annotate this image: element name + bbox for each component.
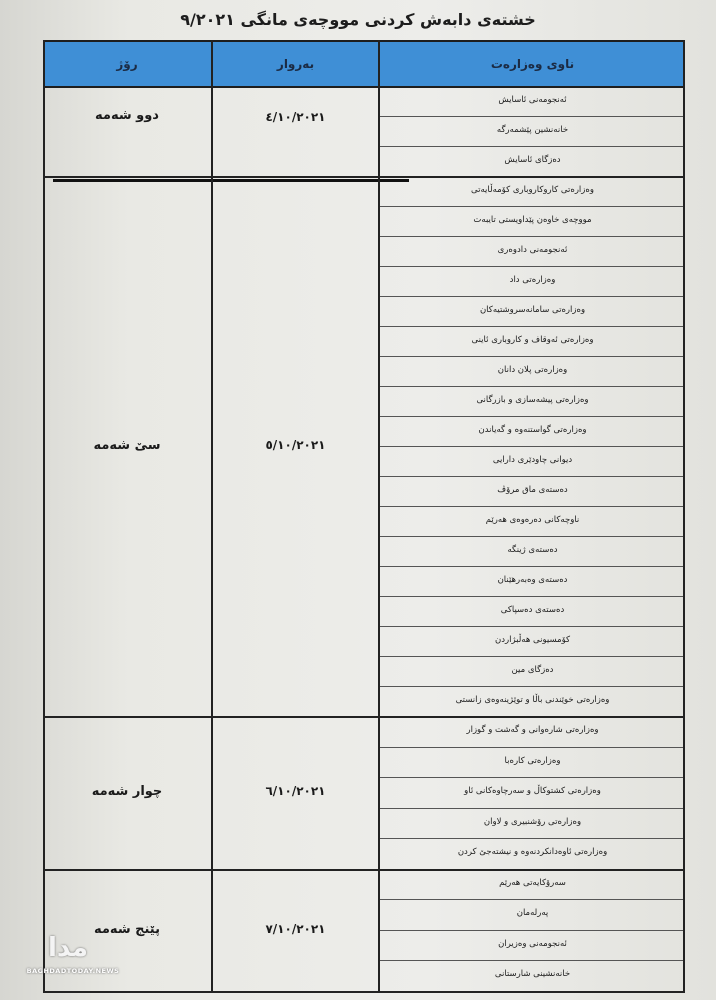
row-divider [380, 838, 685, 839]
row-divider [380, 656, 685, 657]
ministry-cell: وەزارەتی سامانەسروشتیەکان [479, 305, 586, 315]
header-day: رۆژ [116, 57, 138, 71]
row-divider [380, 416, 685, 417]
column-divider [211, 40, 213, 991]
document-title: خشتەی دابەش کردنی مووچەی مانگی ٩/٢٠٢١ [180, 10, 536, 29]
row-divider [380, 116, 685, 117]
row-divider [380, 930, 685, 931]
ministry-cell: وەزارەتی شارەوانی و گەشت و گوزار [466, 725, 599, 736]
ministry-cell: خانەنشینی شارستانی [494, 969, 571, 980]
row-divider [380, 476, 685, 477]
column-divider [378, 40, 380, 991]
row-divider [380, 536, 685, 537]
row-divider [380, 686, 685, 687]
table-header-row [43, 40, 685, 88]
ministry-cell: وەزارەتی گواستنەوە و گەیاندن [478, 425, 587, 435]
ministry-cell: ناوچەکانی دەرەوەی هەرێم [485, 515, 580, 525]
row-divider [380, 566, 685, 567]
date-label: ٤/١٠/٢٠٢١ [265, 110, 326, 124]
row-divider [380, 266, 685, 267]
row-divider [380, 296, 685, 297]
ministry-cell: دەزگای ئاسایش [504, 155, 561, 165]
ministry-cell: خانەنشین پێشمەرگە [496, 125, 569, 135]
row-divider [380, 808, 685, 809]
row-divider [380, 356, 685, 357]
row-divider [380, 960, 685, 961]
row-divider [380, 386, 685, 387]
ministry-cell: ئەنجومەنی وەزیران [498, 938, 567, 949]
logo-text: BAGHDADTODAY.NEWS [26, 967, 120, 975]
ministry-cell: وەزارەتی کاروکاروباری کۆمەڵایەتی [471, 185, 594, 195]
ministry-cell: وەزارەتی کارەبا [504, 755, 561, 766]
row-divider [380, 596, 685, 597]
ministry-cell: مووچەی خاوەن پێداویستی تایبەت [473, 215, 592, 225]
row-divider [380, 777, 685, 778]
header-ministry: ناوی وەزارەت [490, 57, 575, 71]
day-label: پێنج شەمە [94, 921, 160, 937]
ministry-cell: وەزارەتی ئاوەدانکردنەوە و نیشتەجێ کردن [457, 847, 608, 858]
ministry-cell: دەستەی دەسپاکی [500, 605, 565, 615]
row-divider [380, 747, 685, 748]
ministry-cell: دەستەی ژینگە [507, 545, 558, 555]
day-label: دوو شەمە [95, 108, 159, 123]
ministry-cell: پەرلەمان [516, 908, 549, 919]
ministry-cell: دەزگای مین [511, 665, 554, 675]
ministry-cell: سەرۆکایەتی هەرێم [499, 877, 566, 888]
column-divider [43, 40, 45, 991]
row-divider [380, 899, 685, 900]
ministry-cell: وەزارەتی پیشەسازی و بازرگانی [476, 395, 589, 405]
watermark-logo [18, 933, 128, 983]
ministry-cell: وەزارەتی ئەوقاف و کاروباری ئاینی [471, 335, 594, 345]
ministry-cell: وەزارەتی رۆشنبیری و لاوان [483, 816, 582, 827]
day-label: چوار شەمە [91, 784, 163, 800]
row-divider [380, 206, 685, 207]
ministry-cell: وەزارەتی خوێندنی باڵا و توێژینەوەی زانستی [455, 695, 610, 705]
date-label: ٦/١٠/٢٠٢١ [265, 784, 326, 799]
salary-schedule-table [43, 40, 685, 995]
row-divider [380, 626, 685, 627]
group-divider [43, 869, 685, 871]
ministry-cell: کۆمسیونی هەڵبژاردن [494, 635, 571, 645]
ministry-cell: وەزارەتی پلان دانان [497, 365, 568, 375]
logo-mark: ﻣﺪﺍ [47, 933, 89, 963]
ministry-cell: دەستەی وەبەرهێنان [497, 575, 568, 585]
row-divider [380, 506, 685, 507]
day-label: سێ شەمە [93, 438, 161, 453]
ministry-cell: دیوانی چاودێری دارایی [492, 455, 573, 465]
ministry-cell: وەزارەتی کشتوکاڵ و سەرچاوەکانی ئاو [464, 786, 601, 797]
group-divider [43, 991, 685, 993]
ministry-cell: ئەنجومەنی دادوەری [497, 245, 568, 255]
date-label: ٧/١٠/٢٠٢١ [265, 921, 326, 936]
handwritten-marker-line [53, 179, 409, 182]
date-label: ٥/١٠/٢٠٢١ [265, 438, 326, 452]
row-divider [380, 446, 685, 447]
row-divider [380, 326, 685, 327]
row-divider [380, 236, 685, 237]
group-divider [43, 176, 685, 178]
row-divider [380, 146, 685, 147]
ministry-cell: ئەنجومەنی ئاسایش [498, 95, 567, 105]
group-divider [43, 716, 685, 718]
header-date: بەروار [276, 57, 315, 71]
ministry-cell: وەزارەتی داد [509, 275, 556, 285]
column-divider [683, 40, 685, 991]
ministry-cell: دەستەی ماق مرۆڤ [497, 485, 568, 495]
